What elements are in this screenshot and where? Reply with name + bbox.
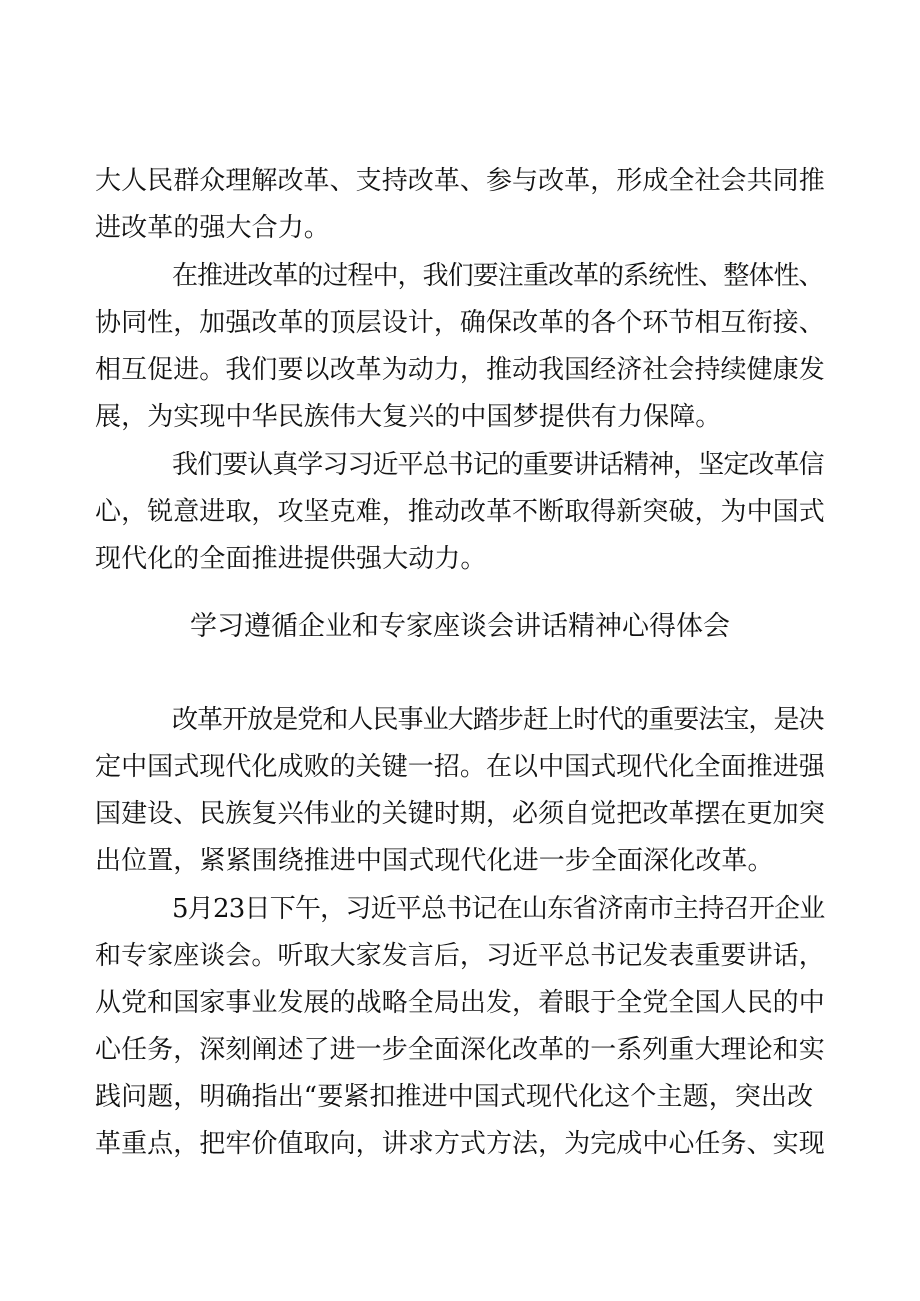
paragraph-line: 从党和国家事业发展的战略全局出发，着眼于全党全国人民的中 bbox=[95, 988, 825, 1018]
paragraph-line: 革重点，把牢价值取向，讲求方式方法，为完成中心任务、实现 bbox=[95, 1129, 825, 1159]
paragraph-line: 心任务，深刻阐述了进一步全面深化改革的一系列重大理论和实 bbox=[95, 1035, 825, 1065]
paragraph-line: 国建设、民族复兴伟业的关键时期，必须自觉把改革摆在更加突 bbox=[95, 799, 825, 829]
paragraph-line: 大人民群众理解改革、支持改革、参与改革，形成全社会共同推 bbox=[95, 166, 825, 196]
paragraph-line: 进改革的强大合力。 bbox=[95, 213, 330, 243]
paragraph-line: 改革开放是党和人民事业大踏步赶上时代的重要法宝，是决 bbox=[172, 705, 824, 735]
document-title: 学习遵循企业和专家座谈会讲话精神心得体会 bbox=[190, 611, 730, 642]
paragraph-line: 5月23日下午，习近平总书记在山东省济南市主持召开企业 bbox=[172, 894, 825, 924]
paragraph-line: 出位置，紧紧围绕推进中国式现代化进一步全面深化改革。 bbox=[95, 846, 774, 876]
paragraph-line: 展，为实现中华民族伟大复兴的中国梦提供有力保障。 bbox=[95, 402, 722, 432]
paragraph-line: 践问题，明确指出“要紧扣推进中国式现代化这个主题，突出改 bbox=[95, 1082, 814, 1112]
paragraph-line: 定中国式现代化成败的关键一招。在以中国式现代化全面推进强 bbox=[95, 752, 825, 782]
paragraph-line: 在推进改革的过程中，我们要注重改革的系统性、整体性、 bbox=[172, 261, 824, 291]
paragraph-line: 心，锐意进取，攻坚克难，推动改革不断取得新突破，为中国式 bbox=[95, 497, 825, 527]
paragraph-line: 和专家座谈会。听取大家发言后，习近平总书记发表重要讲话， bbox=[95, 941, 825, 971]
paragraph-line: 相互促进。我们要以改革为动力，推动我国经济社会持续健康发 bbox=[95, 355, 825, 385]
paragraph-line: 我们要认真学习习近平总书记的重要讲话精神，坚定改革信 bbox=[172, 450, 824, 480]
paragraph-line: 现代化的全面推进提供强大动力。 bbox=[95, 544, 487, 574]
paragraph-line: 协同性，加强改革的顶层设计，确保改革的各个环节相互衔接、 bbox=[95, 308, 825, 338]
